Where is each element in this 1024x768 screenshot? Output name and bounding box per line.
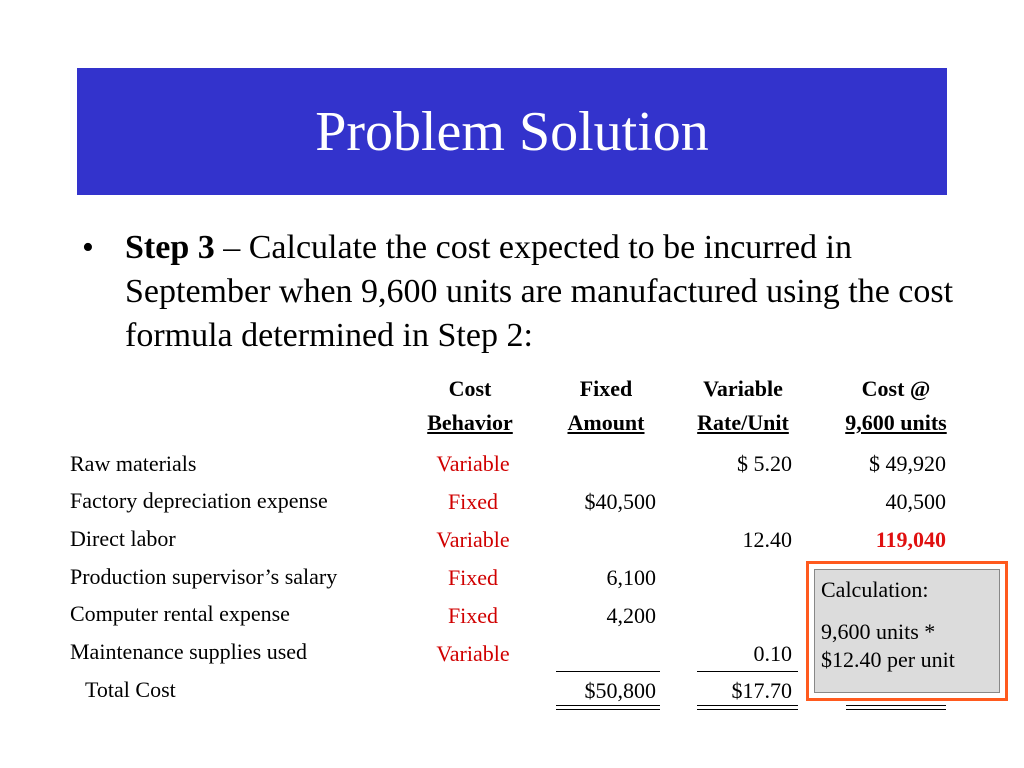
row-variable-maintenance-supplies: 0.10 xyxy=(753,641,792,666)
header-fixed-amount-line2: Amount xyxy=(567,410,645,435)
slide-title: Problem Solution xyxy=(315,100,709,163)
header-cost-at-units xyxy=(823,372,969,440)
row-fixed-supervisor-salary: 6,100 xyxy=(606,565,656,590)
bullet-text xyxy=(125,226,1005,358)
header-cost-behavior-line1: Cost xyxy=(448,376,492,401)
header-cost-behavior-line2: Behavior xyxy=(427,410,513,435)
step-label: Step 3 xyxy=(125,229,215,266)
title-banner xyxy=(77,68,947,195)
total-cost-label: Total Cost xyxy=(85,677,176,702)
row-cost-factory-depreciation: 40,500 xyxy=(885,489,946,514)
header-cost-at-units-line2: 9,600 units xyxy=(845,410,947,435)
step-description: – Calculate the cost expected to be incurred in September when 9,600 units are manufactured using the cost formula determined in Step 2: xyxy=(125,229,954,354)
bullet-marker: • xyxy=(82,229,94,266)
row-behavior-computer-rental: Fixed xyxy=(447,603,499,628)
row-variable-raw-materials: $ 5.20 xyxy=(737,451,792,476)
row-cost-direct-labor: 119,040 xyxy=(875,527,946,552)
row-behavior-maintenance-supplies: Variable xyxy=(436,641,510,666)
row-label-direct-labor: Direct labor xyxy=(70,526,176,551)
calculation-callout-body xyxy=(814,569,1000,693)
total-double-rule-cost xyxy=(846,705,946,710)
total-double-rule-fixed xyxy=(556,705,660,710)
header-variable-rate-line1: Variable xyxy=(703,376,783,401)
total-variable-rate: $17.70 xyxy=(731,678,792,703)
row-label-factory-depreciation: Factory depreciation expense xyxy=(70,488,328,513)
row-fixed-factory-depreciation: $40,500 xyxy=(584,489,656,514)
header-cost-behavior xyxy=(410,372,530,440)
row-behavior-supervisor-salary: Fixed xyxy=(447,565,499,590)
total-double-rule-variable xyxy=(697,705,798,710)
header-variable-rate-line2: Rate/Unit xyxy=(697,410,789,435)
row-cost-raw-materials: $ 49,920 xyxy=(869,451,946,476)
row-behavior-raw-materials: Variable xyxy=(436,451,510,476)
subtotal-rule-variable xyxy=(697,671,798,672)
subtotal-rule-fixed xyxy=(556,671,660,672)
callout-line-1: 9,600 units * xyxy=(821,619,936,644)
row-label-computer-rental: Computer rental expense xyxy=(70,601,290,626)
row-label-supervisor-salary: Production supervisor’s salary xyxy=(70,564,338,589)
row-behavior-direct-labor: Variable xyxy=(436,527,510,552)
row-fixed-computer-rental: 4,200 xyxy=(606,603,656,628)
callout-line-2: $12.40 per unit xyxy=(821,647,955,672)
total-fixed-amount: $50,800 xyxy=(584,678,656,703)
header-cost-at-units-line1: Cost @ xyxy=(861,376,931,401)
row-label-maintenance-supplies: Maintenance supplies used xyxy=(70,639,308,664)
callout-spacer xyxy=(821,604,993,618)
row-behavior-factory-depreciation: Fixed xyxy=(447,489,499,514)
header-variable-rate xyxy=(678,372,808,440)
row-variable-direct-labor: 12.40 xyxy=(742,527,792,552)
calculation-callout xyxy=(806,561,1008,701)
row-label-raw-materials: Raw materials xyxy=(70,451,197,476)
callout-heading: Calculation: xyxy=(821,577,929,602)
header-fixed-amount xyxy=(550,372,662,440)
header-fixed-amount-line1: Fixed xyxy=(579,376,633,401)
